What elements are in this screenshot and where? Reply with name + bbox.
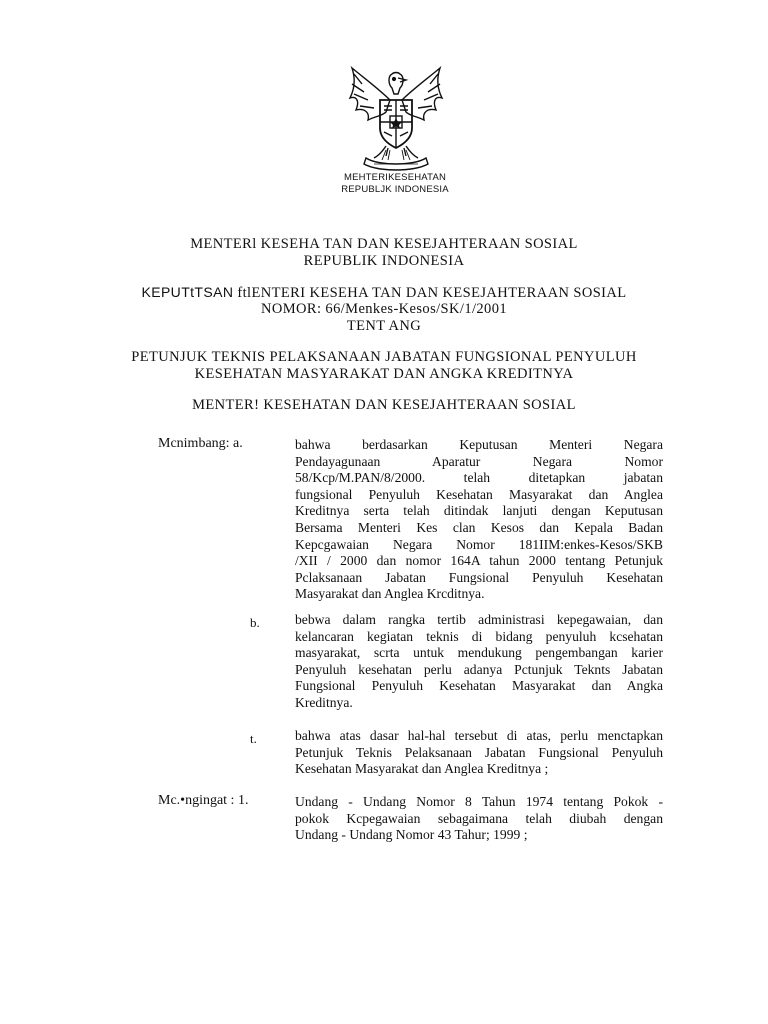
text-line: pokok Kcpegawaian sebagaimana telah diubah dengan [295,810,663,826]
garuda-emblem-icon [342,60,450,172]
decree-about: TENT ANG [346,318,422,334]
text-line: Bersama Menteri Kes clan Kesos dan Kepala Badan [295,519,663,535]
subject-line-2: KESEHATAN MASYARAKAT DAN ANGKA KREDITNYA [194,366,574,382]
text-line: Masyarakat dan Anglea Krcditnya. [295,586,485,602]
text-line: 58/Kcp/M.PAN/8/2000. telah ditetapkan jabatan [295,470,663,486]
ministry-header [300,172,490,196]
item-letter-c: t. [250,731,257,746]
text-line: Kepcgawaian Negara Nomor 181IIM:enkes-Kesos/SKB [295,536,663,552]
text-line: Undang - Undang Nomor 8 Tahun 1974 tentang Pokok - [295,794,663,809]
text-line: Undang - Undang Nomor 43 Tahur; 1999 ; [295,827,528,843]
text-line: bahwa atas dasar hal-hal tersebut di atas, perlu menctapkan [295,728,663,743]
text-line: Petunjuk Teknis Pelaksanaan Jabatan Fungsional Penyuluh [295,744,663,760]
ministry-line-1: MEHTERIKESEHATAN [343,172,447,183]
considering-item-b [295,612,663,712]
decree-prefix: KEPUTtTSAN [141,284,234,300]
ministry-line-2: REPUBLJK INDONESIA [341,184,449,195]
text-line: masyarakat, scrta untuk mendukung pengembangan karier [295,645,663,661]
remembering-item-1 [295,794,663,844]
text-line: Penyuluh kesehatan perlu adanya Pctunjuk Teknts Jabatan [295,661,663,677]
decree-heading [0,284,768,302]
title-line-1: MENTERl KESEHA TAN DAN KESEJAHTERAAN SOSIAL [190,236,578,252]
text-line: /XII / 2000 dan nomor 164A tahun 2000 tentang Petunjuk [295,553,663,569]
considering-item-c [295,728,663,778]
text-line: kelancaran kegiatan teknis di bidang penyuluh kcsehatan [295,628,663,644]
remembering-label: Mc.•ngingat : 1. [158,793,249,808]
text-line: bahwa berdasarkan Keputusan Menteri Negara [295,437,663,452]
considering-label: Mcnimbang: a. [158,436,243,451]
text-line: Kreditnya serta telah ditindak lanjuti dengan Keputusan [295,503,663,519]
text-line: Kreditnya. [295,694,353,710]
decree-number: NOMOR: 66/Menkes-Kesos/SK/1/2001 [260,301,507,317]
considering-item-a [295,437,663,603]
text-line: Pclaksanaan Jabatan Fungsional Penyuluh Kesehatan [295,569,663,585]
issuer-line: MENTER! KESEHATAN DAN KESEJAHTERAAN SOSIAL [192,397,576,413]
item-letter-b: b. [250,615,260,630]
text-line: fungsional Penyuluh Kesehatan Masyarakat dan Anglea [295,486,663,502]
text-line: Fungsional Penyuluh Kesehatan Masyarakat dan Angka [295,678,663,694]
text-line: bebwa dalam rangka tertib administrasi kepegawaian, dan [295,612,663,627]
subject-line-1: PETUNJUK TEKNIS PELAKSANAAN JABATAN FUNGSIONAL PENYULUH [131,349,637,365]
decree-heading-rest: ftlENTERI KESEHA TAN DAN KESEJAHTERAAN SOSIAL [233,285,627,301]
text-line: Kesehatan Masyarakat dan Anglea Kreditnya ; [295,761,549,777]
title-line-2: REPUBLIK INDONESIA [303,253,465,269]
text-line: Pendayagunaan Aparatur Negara Nomor [295,453,663,469]
